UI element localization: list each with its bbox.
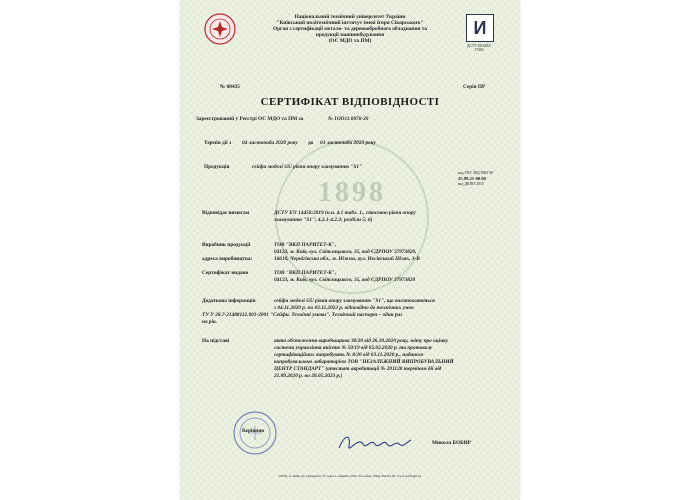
basis-line-2: системи управління якістю № 50/19 від 05.02.2020 р. та протоколу [274, 345, 433, 351]
product-code-2: 25.99.21-00.00 [458, 176, 486, 181]
certificate-title: СЕРТИФІКАТ ВІДПОВІДНОСТІ [260, 96, 440, 108]
validity-to-label: до [308, 140, 314, 146]
additional-info-label: Додаткова інформація [202, 298, 256, 304]
certificate-sheet [180, 0, 520, 500]
basis-line-5: ЦЕНТР СТАНДАРТ" (атестат акредитації № 201128 терміном дії від [274, 366, 442, 372]
accreditation-mark: И [473, 18, 487, 38]
header-line-4: продукції машинобудування [315, 32, 385, 38]
additional-info-line-3: ТУ У 28.7-21488112.001-2001 "Сейфи. Технічні умови". Технічний паспорт – один раз [202, 312, 403, 318]
manufacturer-line-3: 16610, Чернігівська обл., м. Ніжин, вул. Носівський Шлях, 3-В [274, 256, 420, 262]
certificate-series: Серія ПР [463, 84, 486, 90]
product-code-3: код ДКПП-2015 [458, 182, 484, 186]
watermark-year: 1898 [318, 177, 386, 208]
compliance-line-1: ДСТУ EN 14450:2019 (п.п. 4.1 табл. 1., стосовно рівня опору [274, 210, 416, 216]
header-line-3: Орган з сертифікації метало- та деревообробного обладнання та [272, 26, 428, 32]
issued-to-line-2: 04123, м. Київ, вул. Світлицького, 35, код ЄДРПОУ 37973820 [274, 277, 416, 283]
registered-number: № 1ОО11.0076-20 [328, 116, 369, 122]
signature-role: Керівник [242, 428, 265, 434]
header-line-1: Національний технічний університет України [294, 14, 406, 20]
issued-to-label: Сертифікат видано [202, 270, 249, 276]
university-emblem-icon [203, 12, 237, 46]
registered-label: Зареєстрований у Реєстрі ОС МДО та ПМ за [196, 116, 304, 122]
basis-line-6: 21.09.2020 р. по 28.05.2023 р.) [274, 373, 343, 379]
manufacturer-line-2: 04123, м. Київ, вул. Світлицького, 35, код ЄДРПОУ 37973820, [274, 249, 417, 255]
validity-to: 03 листопада 2023 року [320, 140, 376, 146]
product-label: Продукція [204, 164, 230, 170]
certificate-number: № 00435 [220, 84, 240, 90]
validity-from: 04 листопада 2020 року [242, 140, 298, 146]
signatory-name: Микола БОБИР [432, 440, 471, 446]
validity-label: Термін дії з [204, 140, 232, 146]
basis-line-1: акта обстеження виробництва 30/20 від 26.10.2020 року, звіту про оцінку [274, 338, 449, 344]
header-line-2: "Київський політехнічний інститут імені Ігоря Сікорського" [276, 20, 424, 26]
product-code-1: код УКТ ЗЕД 8303 00 [458, 171, 493, 175]
compliance-line-2: зламуванню "S1"; 4.2.1-4.2.3; розділи 5; 6) [274, 217, 373, 223]
manufacturer-label: Виробник продукції [202, 242, 251, 248]
additional-info-line-2: з 04.11.2020 р. по 03.11.2023 р. відповідно до технічних умов [274, 305, 414, 311]
additional-info-line-1: сейфи моделі GU рівня опору зламуванню "S1", що виготовляються [274, 298, 435, 304]
basis-label: На підставі [202, 338, 230, 344]
issued-to-line-1: ТОВ "ВКП ПАРИТЕТ-К", [274, 270, 337, 276]
compliance-label: Відповідає вимогам [202, 210, 250, 216]
header-line-5: (ОС МДО та ПМ) [328, 38, 372, 44]
accreditation-line-2: 17065 [474, 48, 484, 52]
manufacturer-line-1: ТОВ "ВКП ПАРИТЕТ-К", [274, 242, 337, 248]
basis-line-4: випробувальною лабораторією ТОВ "НЕЗАЛЕЖНИЙ ВИПРОБУВАЛЬНИЙ [274, 359, 454, 365]
additional-info-line-4: на рік. [202, 319, 218, 325]
basis-line-3: сертифікаційних випробувань № 8/20 від 03.11.2020 р., наданого [274, 352, 424, 358]
product-value: сейфи моделі GU рівня опору зламуванню "S1" [252, 164, 362, 170]
manufacturer-address-label: адреса виробництва: [202, 256, 253, 262]
signature-icon [335, 430, 415, 456]
accreditation-line-1: ДСТУ ISO/IEC [466, 44, 492, 48]
accreditation-logo [466, 14, 494, 42]
footer-address: 03056, м. Київ, пр. Перемоги, 37, корп.1, кімната 234а. Тел./факс (044) 204-82-59, www.certif.kpi.ua [278, 474, 422, 478]
